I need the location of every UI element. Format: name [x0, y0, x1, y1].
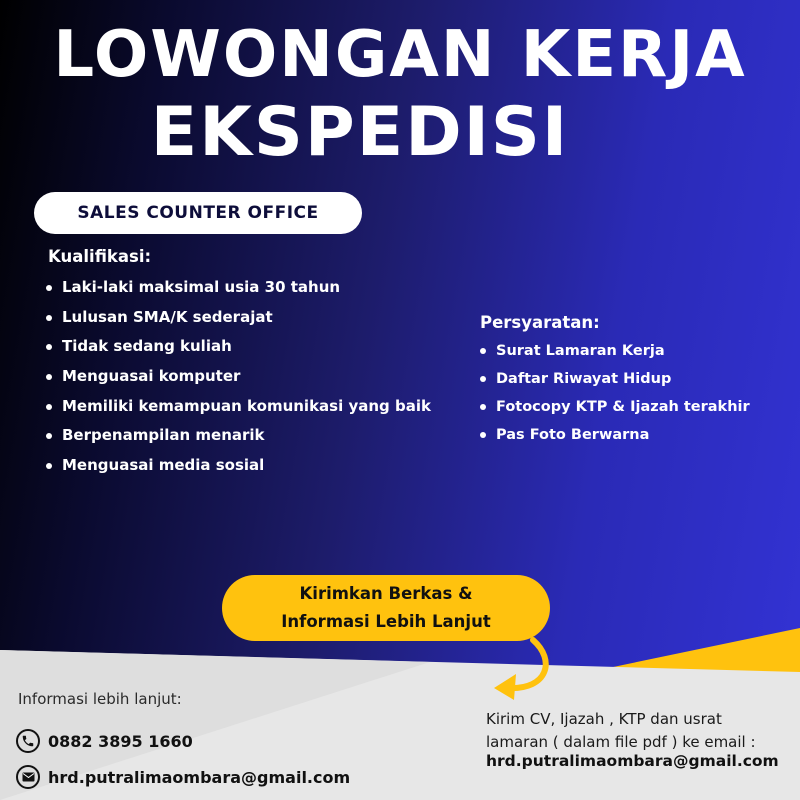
- list-item: Daftar Riwayat Hidup: [480, 365, 750, 393]
- send-email[interactable]: hrd.putralimaombara@gmail.com: [486, 752, 779, 770]
- cta-badge: [222, 575, 550, 641]
- list-item: Pas Foto Berwarna: [480, 421, 750, 449]
- email-address: hrd.putralimaombara@gmail.com: [48, 767, 351, 787]
- contact-label: Informasi lebih lanjut:: [18, 690, 182, 708]
- send-instructions: [486, 708, 756, 754]
- phone-icon: [16, 729, 40, 753]
- email-contact[interactable]: [16, 765, 350, 789]
- list-item: Laki-laki maksimal usia 30 tahun: [46, 273, 431, 303]
- list-item: Berpenampilan menarik: [46, 421, 431, 451]
- poster-title-line2: EKSPEDISI: [150, 93, 570, 172]
- list-item: Menguasai media sosial: [46, 451, 431, 481]
- list-item: Tidak sedang kuliah: [46, 332, 431, 362]
- requirements-heading: Persyaratan:: [480, 313, 600, 332]
- qualifications-heading: Kualifikasi:: [48, 247, 152, 266]
- list-item: Surat Lamaran Kerja: [480, 337, 750, 365]
- list-item: Memiliki kemampuan komunikasi yang baik: [46, 392, 431, 422]
- phone-number: 0882 3895 1660: [48, 731, 193, 751]
- send-line1: Kirim CV, Ijazah , KTP dan usrat: [486, 710, 722, 728]
- cta-line1: Kirimkan Berkas &: [299, 584, 473, 603]
- mail-icon: [16, 765, 40, 789]
- list-item: Fotocopy KTP & Ijazah terakhir: [480, 393, 750, 421]
- list-item: Menguasai komputer: [46, 362, 431, 392]
- phone-contact[interactable]: [16, 729, 193, 753]
- list-item: Lulusan SMA/K sederajat: [46, 303, 431, 333]
- position-badge: SALES COUNTER OFFICE: [34, 192, 362, 234]
- cta-line2: Informasi Lebih Lanjut: [281, 612, 491, 631]
- poster-title-line1: LOWONGAN KERJA: [53, 18, 747, 92]
- send-line2: lamaran ( dalam file pdf ) ke email :: [486, 733, 756, 751]
